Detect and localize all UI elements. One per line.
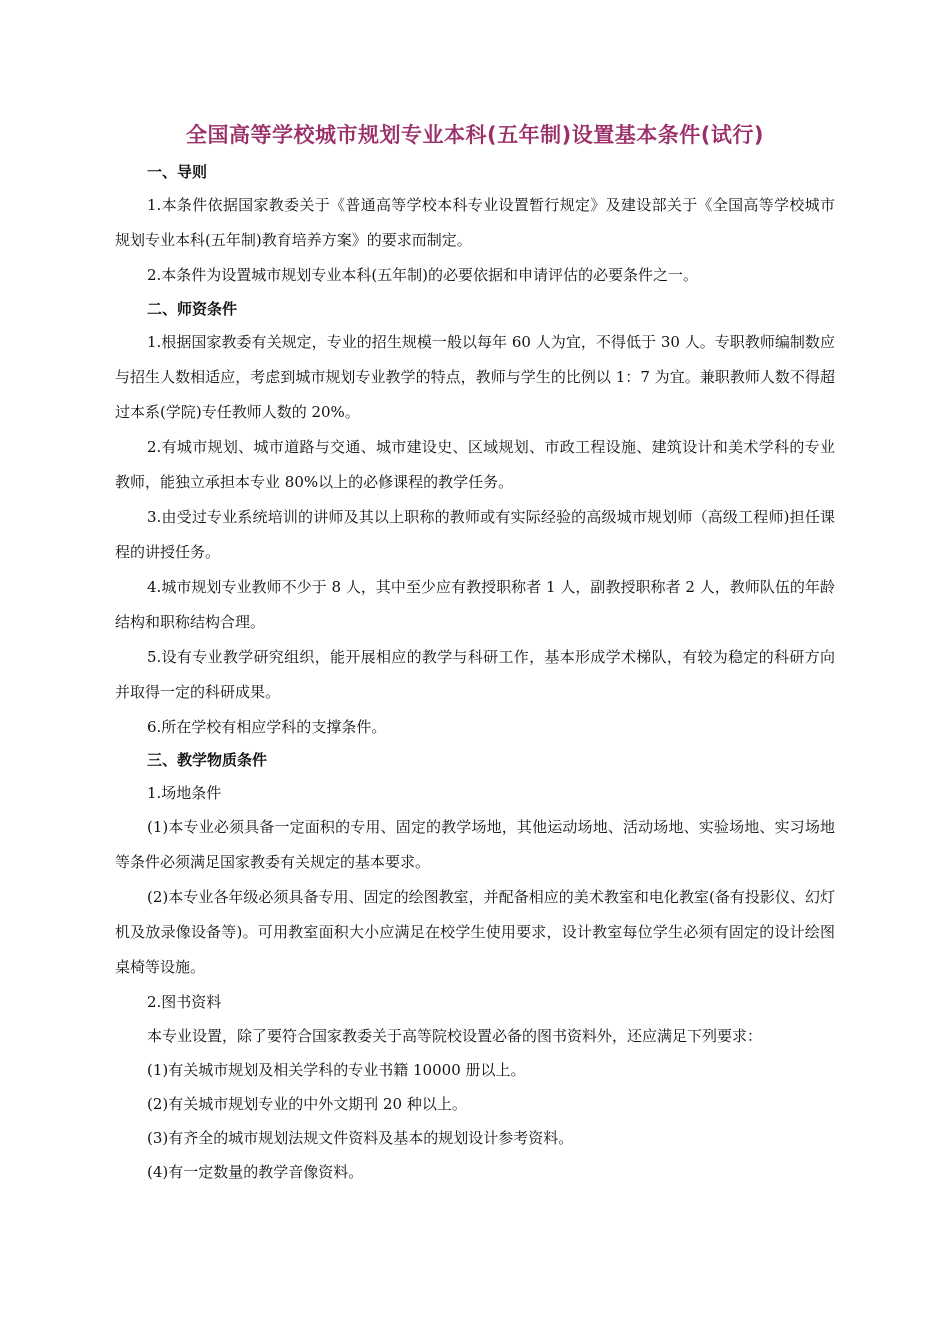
- paragraph: 本专业设置，除了要符合国家教委关于高等院校设置必备的图书资料外，还应满足下列要求：: [147, 1027, 763, 1045]
- list-item: (1)有关城市规划及相关学科的专业书籍 10000 册以上。: [147, 1061, 526, 1079]
- subheading: 1.场地条件: [147, 784, 222, 802]
- subheading: 2.图书资料: [147, 993, 222, 1011]
- section-guidelines: [115, 156, 835, 293]
- paragraph: (1)本专业必须具备一定面积的专用、固定的教学场地，其他运动场地、活动场地、实验场地、实习场地等条件必须满足国家教委有关规定的基本要求。: [115, 818, 835, 871]
- section-faculty: [115, 293, 835, 744]
- section-heading: 二、师资条件: [147, 300, 238, 318]
- list-item: (4)有一定数量的教学音像资料。: [147, 1163, 364, 1181]
- document-page: [115, 120, 835, 1189]
- list-item: (2)有关城市规划专业的中外文期刊 20 种以上。: [147, 1095, 467, 1113]
- paragraph: 5.设有专业教学研究组织，能开展相应的教学与科研工作，基本形成学术梯队，有较为稳定的科研方向并取得一定的科研成果。: [115, 648, 835, 701]
- paragraph: 3.由受过专业系统培训的讲师及其以上职称的教师或有实际经验的高级城市规划师（高级工程师)担任课程的讲授任务。: [115, 508, 835, 561]
- section-heading: 一、导则: [147, 163, 208, 181]
- paragraph: 1.根据国家教委有关规定，专业的招生规模一般以每年 60 人为宜，不得低于 30 人。专职教师编制数应与招生人数相适应，考虑到城市规划专业教学的特点，教师与学生的比例以 1：7 为宜。兼职教师人数不得超过本系(学院)专任教师人数的 20%。: [115, 333, 835, 421]
- paragraph: 2.有城市规划、城市道路与交通、城市建设史、区域规划、市政工程设施、建筑设计和美术学科的专业教师，能独立承担本专业 80%以上的必修课程的教学任务。: [115, 438, 835, 491]
- paragraph: 4.城市规划专业教师不少于 8 人，其中至少应有教授职称者 1 人，副教授职称者 2 人，教师队伍的年龄结构和职称结构合理。: [115, 578, 835, 631]
- paragraph: 2.本条件为设置城市规划专业本科(五年制)的必要依据和申请评估的必要条件之一。: [147, 266, 699, 284]
- paragraph: (2)本专业各年级必须具备专用、固定的绘图教室，并配备相应的美术教室和电化教室(备有投影仪、幻灯机及放录像设备等)。可用教室面积大小应满足在校学生使用要求，设计教室每位学生必须有固定的设计绘图桌椅等设施。: [115, 888, 835, 976]
- list-item: (3)有齐全的城市规划法规文件资料及基本的规划设计参考资料。: [147, 1129, 574, 1147]
- paragraph: 1.本条件依据国家教委关于《普通高等学校本科专业设置暂行规定》及建设部关于《全国高等学校城市规划专业本科(五年制)教育培养方案》的要求而制定。: [115, 196, 835, 249]
- section-facilities: [115, 744, 835, 1189]
- paragraph: 6.所在学校有相应学科的支撑条件。: [147, 718, 387, 736]
- document-title: 全国高等学校城市规划专业本科(五年制)设置基本条件(试行): [186, 123, 764, 147]
- section-heading: 三、教学物质条件: [147, 751, 268, 769]
